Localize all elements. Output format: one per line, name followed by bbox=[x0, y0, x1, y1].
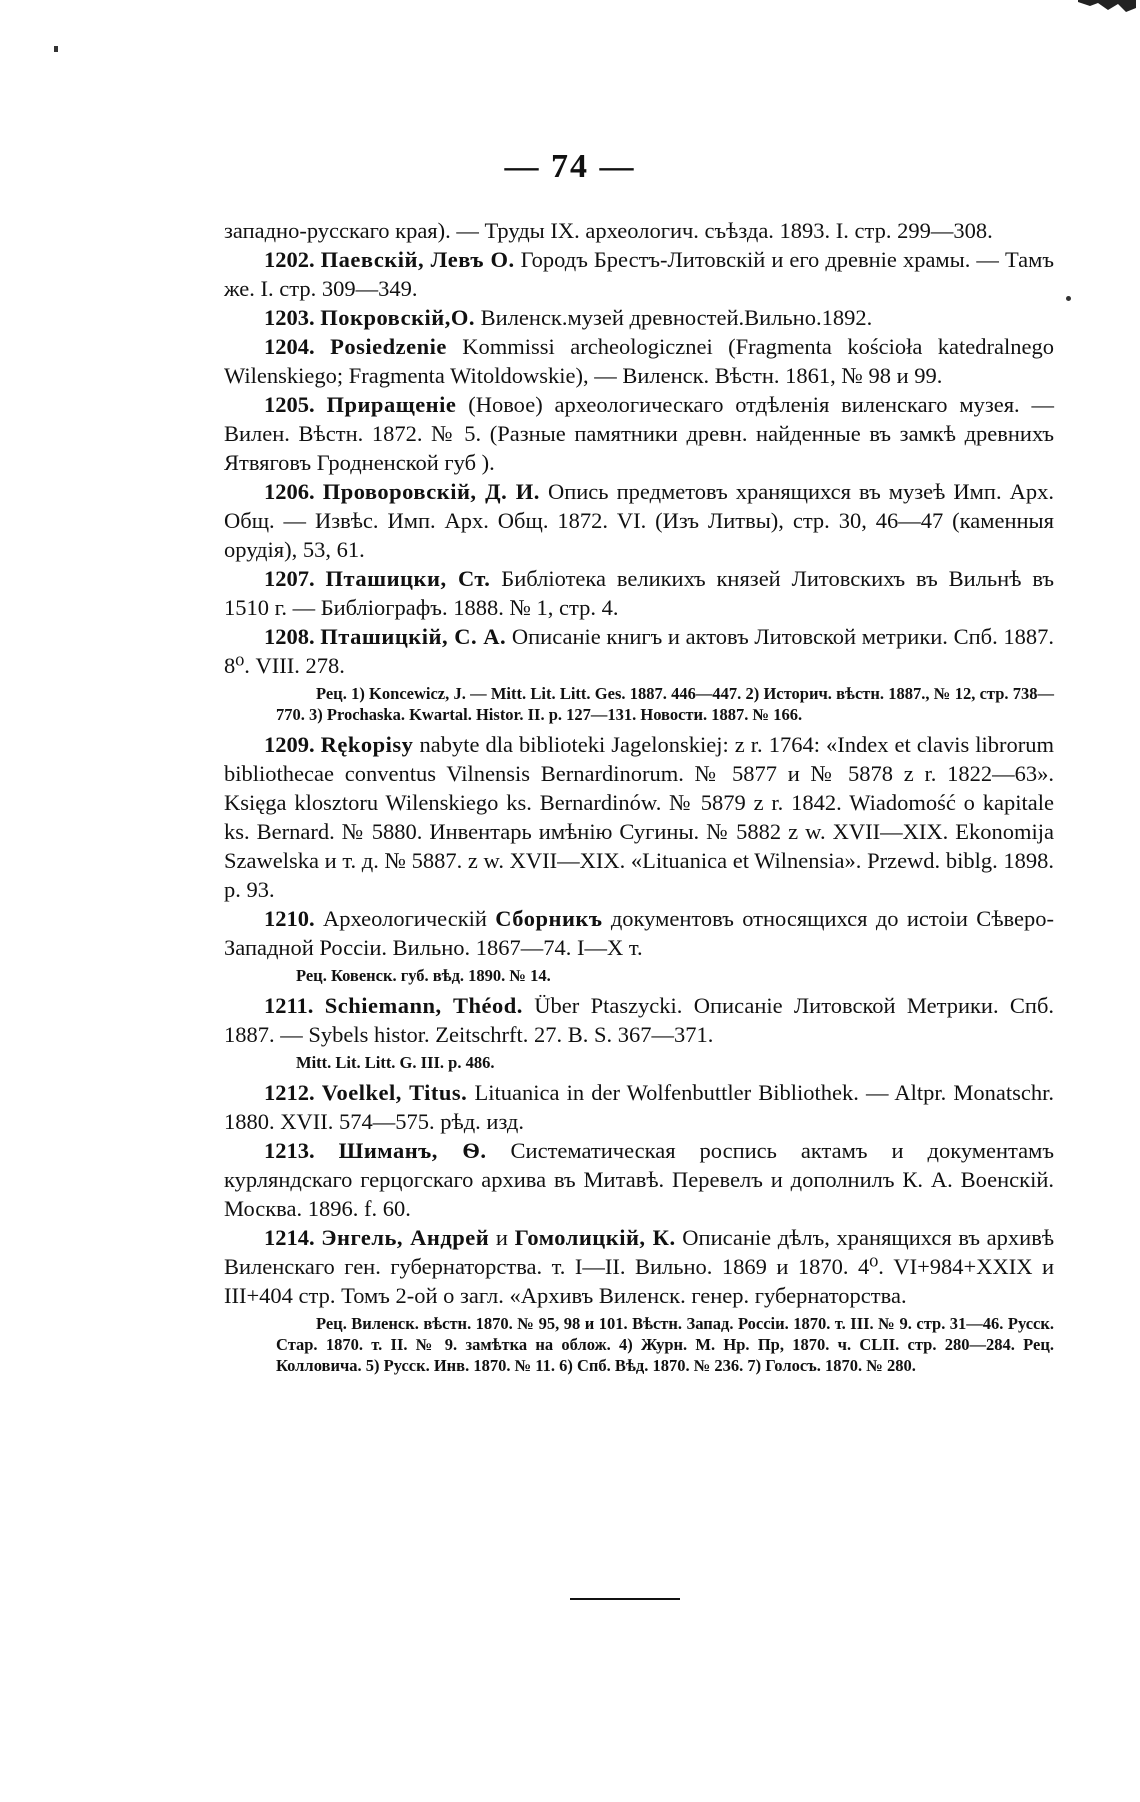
entry-text: Описаніе книгъ и актовъ Литовской метрики. Спб. 1887. 8⁰. VIII. 278. bbox=[224, 624, 1055, 678]
entry-number: 1206. bbox=[264, 479, 315, 504]
entry-1204 bbox=[224, 332, 1054, 390]
entry-connector: и bbox=[495, 1225, 508, 1250]
entry-text: Описаніе дѣлъ, хранящихся въ архивѣ Виленскаго ген. губернаторства. т. I—II. Вильно. 1869 и 1870. 4⁰. VI+984+XXIX и III+404 стр. Томъ 2-ой о загл. «Архивъ Виленск. генер. губернаторства. bbox=[224, 1225, 1055, 1308]
end-rule bbox=[570, 1598, 680, 1600]
entry-author: Проворовскій, Д. И. bbox=[322, 479, 540, 504]
entry-text: Городъ Брестъ-Литовскій и его древніе храмы. — Тамъ же. I. стр. 309—349. bbox=[224, 247, 1055, 301]
entry-1203 bbox=[224, 303, 1054, 332]
entry-number: 1203. bbox=[264, 305, 315, 330]
entry-author: Voelkel, Titus. bbox=[321, 1080, 468, 1105]
entry-1205 bbox=[224, 390, 1054, 477]
entry-author: Schiemann, Théod. bbox=[324, 993, 523, 1018]
torn-corner-mark bbox=[1078, 0, 1136, 18]
entry-author-second: Гомолицкій, К. bbox=[514, 1225, 676, 1250]
entry-text: документовъ относящихся до истоіи Сѣверо-Западной Россіи. Вильно. 1867—74. I—X т. bbox=[224, 906, 1055, 960]
ink-dot bbox=[1066, 296, 1071, 301]
entry-number: 1204. bbox=[264, 334, 315, 359]
entry-text: nabyte dla biblioteki Jagelonskiej: z r. 1764: «Index et clavis librorum bibliothecae conventus Vilnensis Bernardinorum. № 5877 и № 5878 z r. 1822—63». Księga klosztoru Wilenskiego ks. Bernardinów. № 5879 z r. 1842. Wiadomość o kapitale ks. Bernard. № 5880. Инвентарь имѣнію Сугины. № 5882 z w. XVII—XIX. Ekonomija Szawelska и т. д. № 5887. z w. XVII—XIX. «Lituanica et Wilnensia». Przewd. biblg. 1898. p. 93. bbox=[224, 732, 1055, 902]
entry-author: Энгель, Андрей bbox=[321, 1225, 490, 1250]
entry-author: Покровскій,О. bbox=[320, 305, 476, 330]
entry-number: 1209. bbox=[264, 732, 315, 757]
entry-author: Rękopisy bbox=[320, 732, 414, 757]
entry-1209 bbox=[224, 730, 1054, 904]
entry-number: 1202. bbox=[264, 247, 315, 272]
entry-number: 1211. bbox=[264, 993, 314, 1018]
entry-text: Kommissi archeologicznei (Fragmenta kościoła katedralnego Wilenskiego; Fragmenta Witoldowskie), — Виленск. Вѣстн. 1861, № 98 и 99. bbox=[224, 334, 1054, 388]
entry-number: 1210. bbox=[264, 906, 315, 931]
entry-1206 bbox=[224, 477, 1054, 564]
review-note: Рец. 1) Koncewicz, J. — Mitt. Lit. Litt. Ges. 1887. 446—447. 2) Историч. вѣстн. 1887., № 12, стр. 738—770. 3) Prochaska. Kwartal. Histor. II. p. 127—131. Новости. 1887. № 166. bbox=[276, 684, 1054, 724]
entry-text-pre: Археологическій bbox=[322, 906, 487, 931]
entry-author: Шиманъ, Ѳ. bbox=[338, 1138, 487, 1163]
review-note: Рец. Виленск. вѣстн. 1870. № 95, 98 и 101. Вѣстн. Запад. Россіи. 1870. т. III. № 9. стр. 31—46. Русск. Стар. 1870. т. II. № 9. замѣтка на облож. 4) Журн. М. Нр. Пр, 1870. ч. CLII. стр. 280—284. Рец. Колловича. 5) Русск. Инв. 1870. № 11. 6) Спб. Вѣд. 1870. № 236. 7) Голосъ. 1870. № 280. bbox=[276, 1314, 1054, 1375]
entry-1213 bbox=[224, 1136, 1054, 1223]
entry-number: 1205. bbox=[264, 392, 315, 417]
review-note: Рец. Ковенск. губ. вѣд. 1890. № 14. bbox=[296, 966, 551, 985]
entry-author: Posiedzenie bbox=[330, 334, 447, 359]
entry-number: 1208. bbox=[264, 624, 315, 649]
entry-continuation bbox=[224, 216, 1054, 245]
entry-text: Über Ptaszycki. Описаніе Литовской Метрики. Спб. 1887. — Sybels histor. Zeitschrft. 27. B. S. 367—371. bbox=[224, 993, 1055, 1047]
entry-number: 1207. bbox=[264, 566, 315, 591]
page-number: — 74 — bbox=[504, 148, 636, 185]
bibliography-text bbox=[224, 216, 1054, 1381]
entry-author: Паевскій, Левъ О. bbox=[320, 247, 515, 272]
entry-text: Библіотека великихъ князей Литовскихъ въ Вильнѣ въ 1510 г. — Библіографъ. 1888. № 1, стр. 4. bbox=[224, 566, 1055, 620]
entry-1214 bbox=[224, 1223, 1054, 1310]
entry-1210 bbox=[224, 904, 1054, 962]
entry-1202 bbox=[224, 245, 1054, 303]
entry-1212 bbox=[224, 1078, 1054, 1136]
entry-text: (Новое) археологическаго отдѣленія виленскаго музея. — Вилен. Вѣстн. 1872. № 5. (Разные памятники древн. найденные въ замкѣ древнихъ Ятвяговъ Гродненской губ ). bbox=[224, 392, 1054, 475]
entry-title-word: Сборникъ bbox=[495, 906, 603, 931]
entry-author: Пташицкій, С. А. bbox=[320, 624, 507, 649]
entry-1211 bbox=[224, 991, 1054, 1049]
entry-author: Пташицки, Ст. bbox=[325, 566, 491, 591]
review-note: Mitt. Lit. Litt. G. III. p. 486. bbox=[296, 1053, 495, 1072]
entry-text: Систематическая роспись актамъ и документамъ курляндскаго герцогскаго архива въ Митавѣ. Перевелъ и дополнилъ К. А. Военскій. Москва. 1896. f. 60. bbox=[224, 1138, 1055, 1221]
entry-number: 1213. bbox=[264, 1138, 315, 1163]
entry-1207 bbox=[224, 564, 1054, 622]
entry-number: 1212. bbox=[264, 1080, 315, 1105]
entry-text: Опись предметовъ хранящихся въ музеѣ Имп. Арх. Общ. — Извѣс. Имп. Арх. Общ. 1872. VI. (Изъ Литвы), стр. 30, 46—47 (каменныя орудія), 53, 61. bbox=[224, 479, 1055, 562]
entry-text: Виленск.музей древностей.Вильно.1892. bbox=[480, 305, 873, 330]
entry-number: 1214. bbox=[264, 1225, 315, 1250]
entry-author: Приращеніе bbox=[326, 392, 457, 417]
entry-text: западно-русскаго края). — Труды IX. археологич. съѣзда. 1893. I. стр. 299—308. bbox=[224, 218, 993, 243]
ink-speck bbox=[54, 46, 58, 52]
entry-text: Lituanica in der Wolfenbuttler Bibliothek. — Altpr. Monatschr. 1880. XVII. 574—575. рѣд. изд. bbox=[224, 1080, 1055, 1134]
entry-1208 bbox=[224, 622, 1054, 680]
